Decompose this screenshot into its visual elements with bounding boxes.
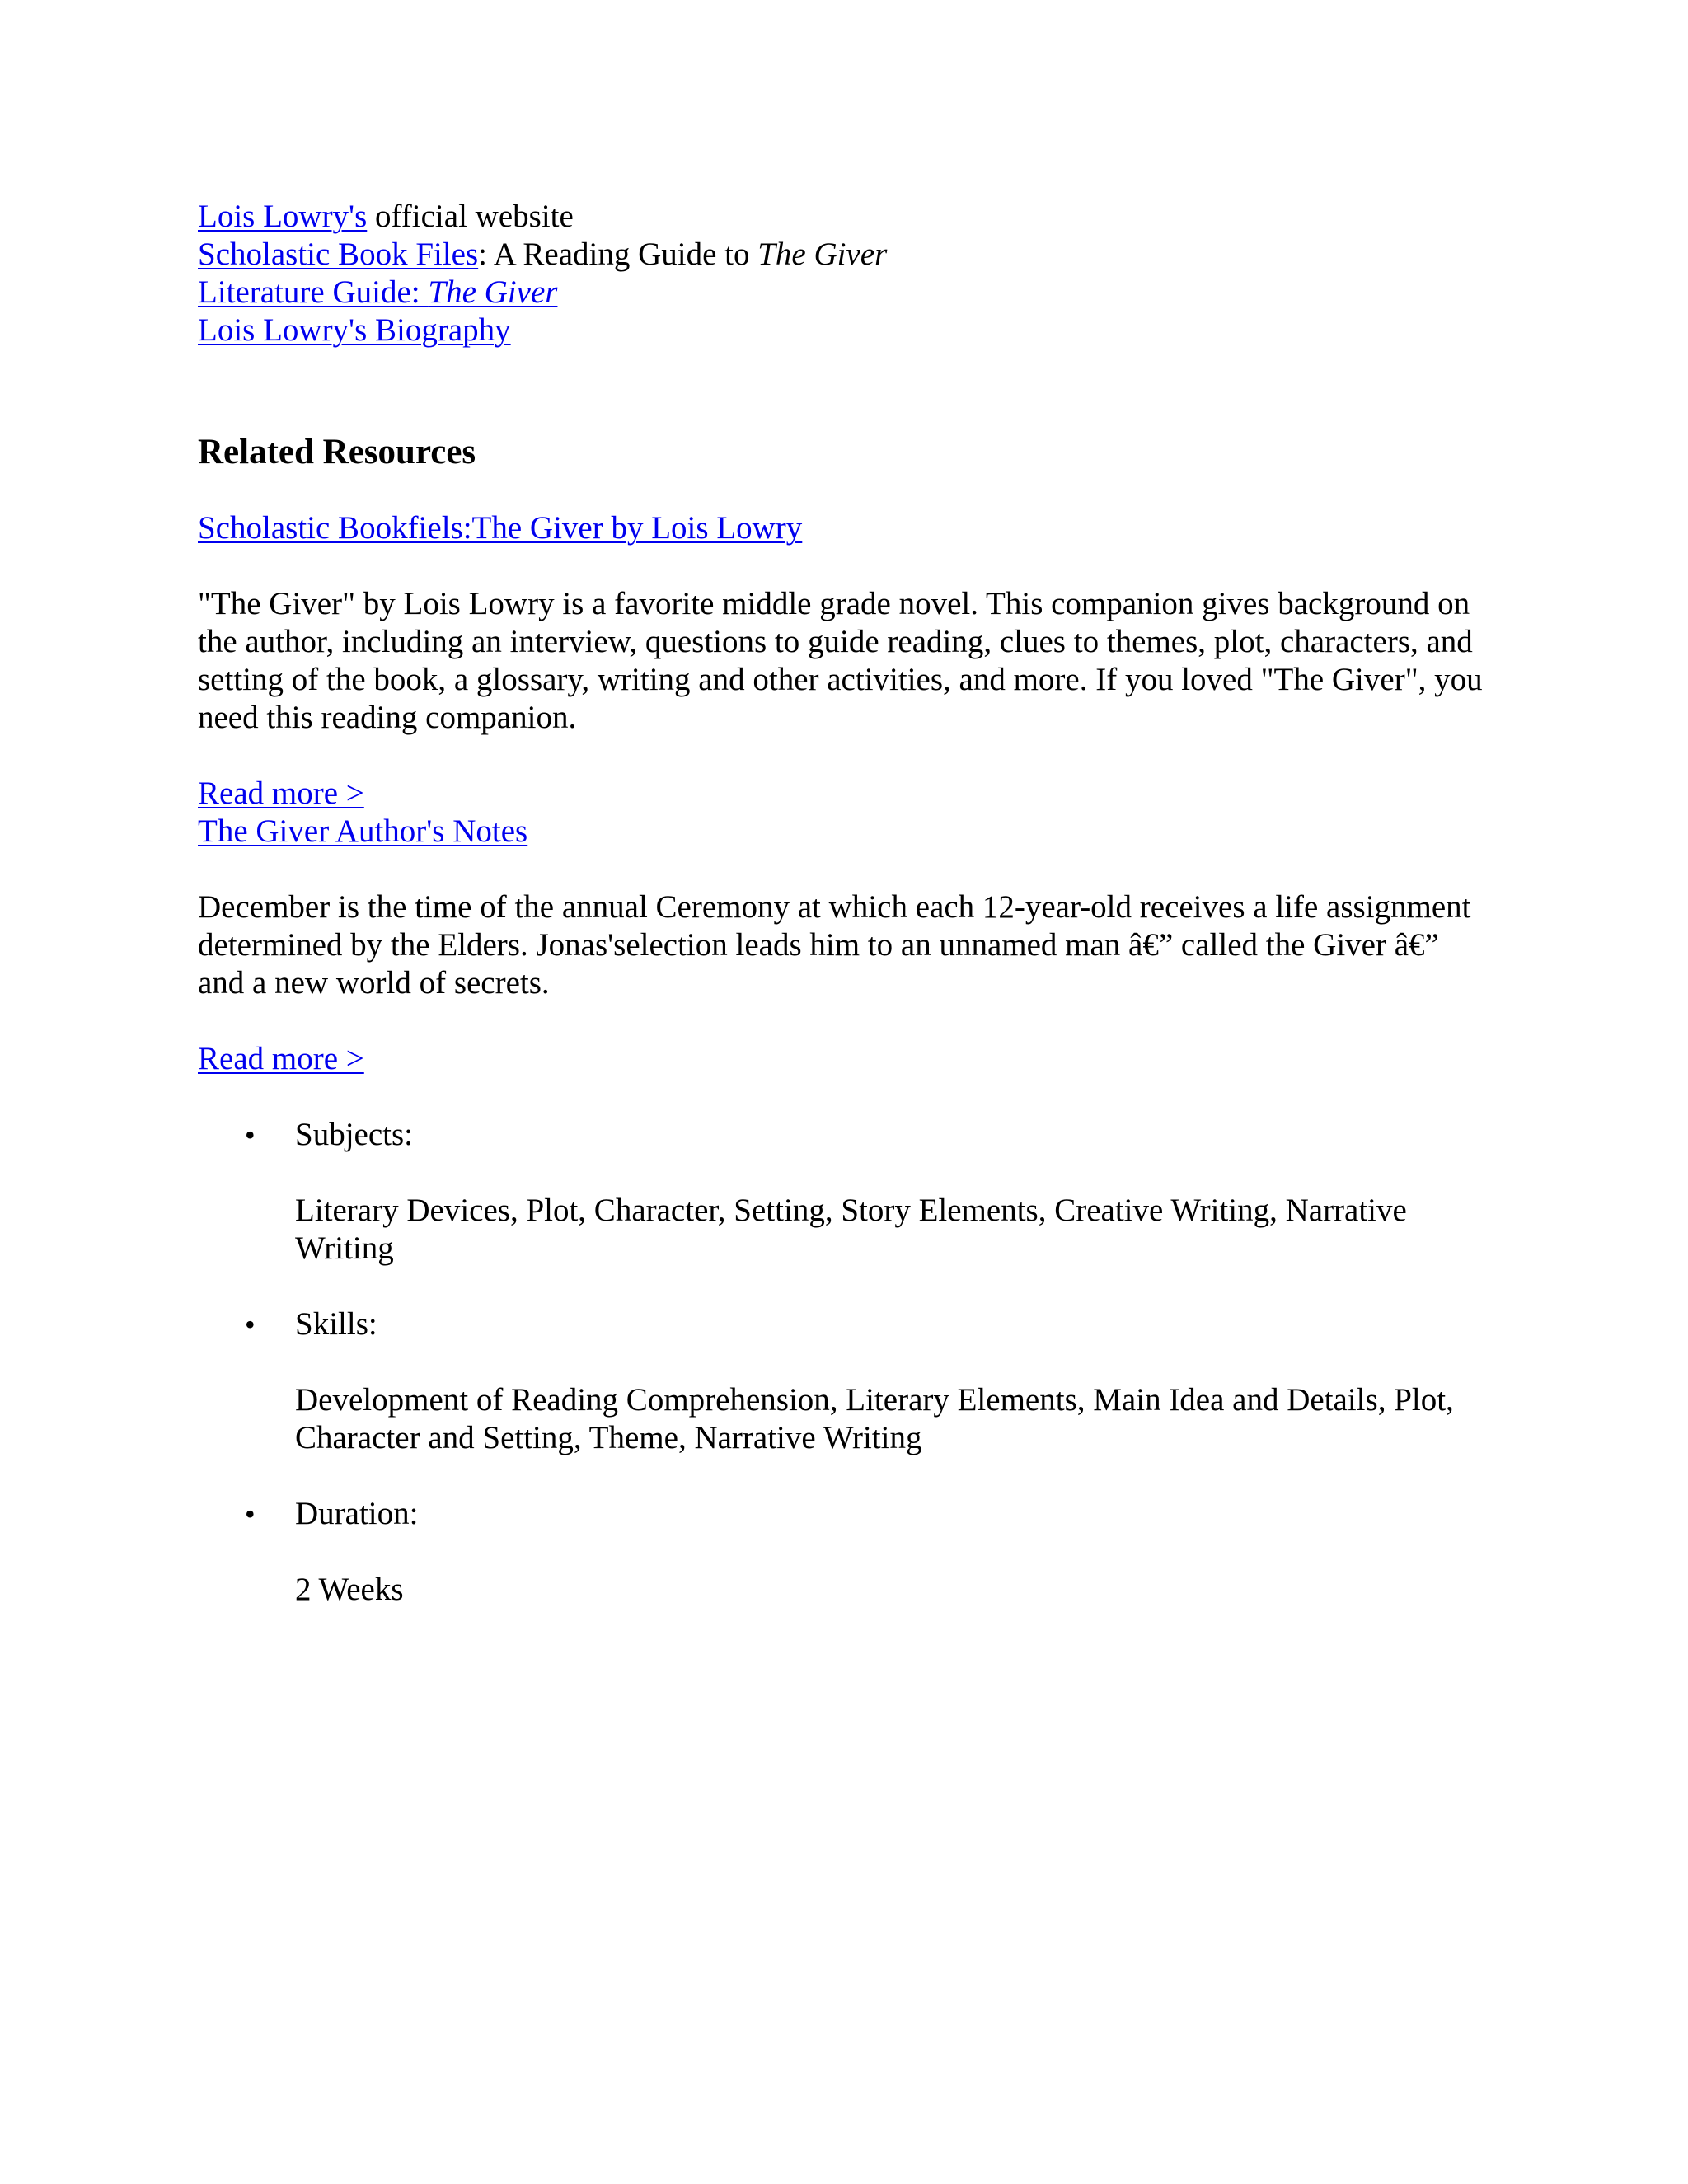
section-spacer xyxy=(198,349,1484,434)
bullet-icon: • xyxy=(245,1118,256,1151)
spacer xyxy=(295,1154,1484,1192)
spacer xyxy=(295,1343,1484,1381)
spacer xyxy=(295,1268,1484,1305)
bullet-icon: • xyxy=(245,1308,256,1341)
spacer xyxy=(198,471,1484,509)
read-more-link[interactable]: Read more > xyxy=(198,776,364,811)
scholastic-book-files-line xyxy=(198,236,1484,274)
external-links-list xyxy=(198,198,1484,349)
related-item-title-link[interactable]: Scholastic Bookfiels:The Giver by Lois Lowry xyxy=(198,510,803,546)
spacer xyxy=(295,1457,1484,1495)
meta-value: Literary Devices, Plot, Character, Setting, Story Elements, Creative Writing, Narrative Writing xyxy=(295,1193,1407,1266)
spacer xyxy=(198,1002,1484,1040)
reading-guide-text: : A Reading Guide to xyxy=(478,237,758,272)
literature-guide-line xyxy=(198,274,1484,312)
lowry-biography-link[interactable]: Lois Lowry's Biography xyxy=(198,312,511,348)
related-item-description: "The Giver" by Lois Lowry is a favorite middle grade novel. This companion gives background on the author, including an interview, questions to guide reading, clues to themes, plot, characters, and setting of the book, a glossary, writing and other activities, and more. If you loved "The Giver", you need this reading companion. xyxy=(198,586,1483,735)
official-website-line xyxy=(198,198,1484,236)
literature-guide-title: The Giver xyxy=(428,274,558,310)
meta-label: Duration: xyxy=(295,1496,419,1531)
lowry-official-website-link[interactable]: Lois Lowry's xyxy=(198,199,368,234)
meta-value: 2 Weeks xyxy=(295,1572,404,1607)
related-item-description: December is the time of the annual Ceremony at which each 12-year-old receives a life assignment determined by the Elders. Jonas'selection leads him to an unnamed man â€” called the Giver â€” and a new world of secrets. xyxy=(198,889,1471,1001)
scholastic-book-files-link[interactable]: Scholastic Book Files xyxy=(198,237,479,272)
spacer xyxy=(198,1078,1484,1116)
bullet-icon: • xyxy=(245,1497,256,1530)
meta-item-skills xyxy=(198,1305,1484,1495)
literature-guide-link[interactable] xyxy=(198,274,557,310)
related-resources-heading: Related Resources xyxy=(198,433,476,471)
official-website-suffix: official website xyxy=(367,199,574,234)
meta-value: Development of Reading Comprehension, Literary Elements, Main Idea and Details, Plot, Character and Setting, Theme, Narrative Writing xyxy=(295,1382,1454,1455)
document-page xyxy=(198,198,1484,1609)
spacer xyxy=(295,1533,1484,1571)
reading-guide-title: The Giver xyxy=(757,237,888,272)
literature-guide-prefix: Literature Guide: xyxy=(198,274,429,310)
spacer xyxy=(198,547,1484,585)
spacer xyxy=(198,737,1484,775)
meta-label: Skills: xyxy=(295,1306,377,1342)
meta-item-duration xyxy=(198,1495,1484,1609)
meta-label: Subjects: xyxy=(295,1117,413,1152)
related-item-title-link[interactable]: The Giver Author's Notes xyxy=(198,813,528,849)
meta-item-subjects xyxy=(198,1116,1484,1305)
lesson-meta-list xyxy=(198,1116,1484,1609)
spacer xyxy=(198,851,1484,888)
read-more-link[interactable]: Read more > xyxy=(198,1041,364,1076)
biography-line xyxy=(198,312,1484,349)
